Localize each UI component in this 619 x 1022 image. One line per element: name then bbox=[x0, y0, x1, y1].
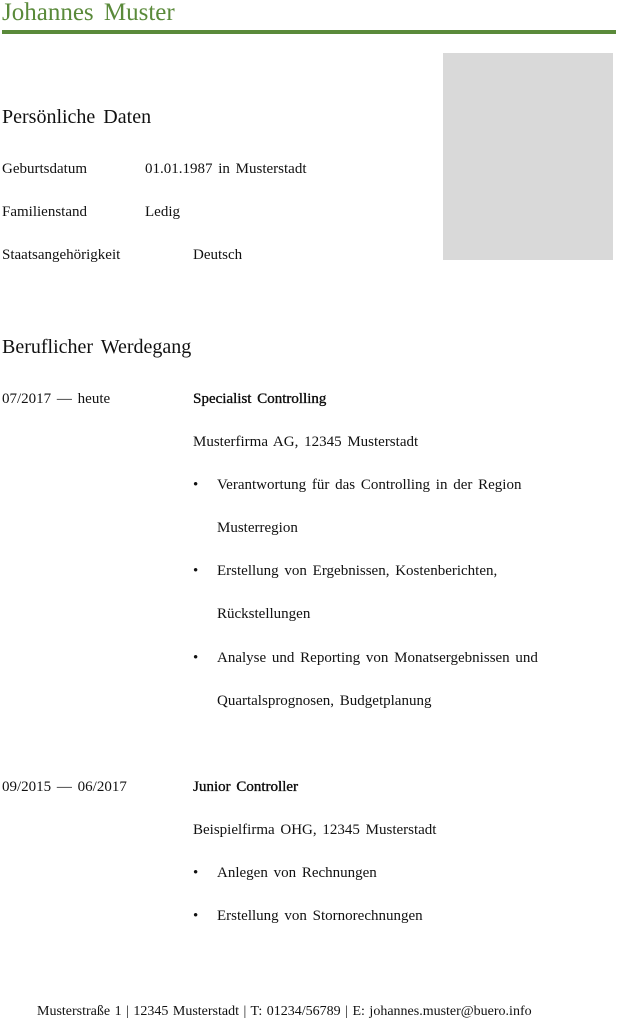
job-task: Verantwortung für das Controlling in der Region bbox=[217, 477, 522, 493]
job-company: Beispielfirma OHG, 12345 Musterstadt bbox=[193, 822, 437, 838]
value-marital-status: Ledig bbox=[145, 204, 180, 220]
job-position: Junior Controller bbox=[193, 779, 298, 795]
bullet-icon: • bbox=[193, 563, 199, 579]
photo-placeholder bbox=[443, 53, 613, 260]
job-task-continued: Rückstellungen bbox=[217, 606, 311, 622]
bullet-icon: • bbox=[193, 477, 199, 493]
value-nationality: Deutsch bbox=[193, 247, 243, 263]
label-birthdate: Geburtsdatum bbox=[2, 161, 87, 177]
job-task: Analyse und Reporting von Monatsergebnissen und bbox=[217, 650, 538, 666]
bullet-icon: • bbox=[193, 865, 199, 881]
contact-footer: Musterstraße 1 | 12345 Musterstadt | T: 01234/56789 | E: johannes.muster@buero.info bbox=[37, 1004, 532, 1019]
job-task: Anlegen von Rechnungen bbox=[217, 865, 377, 881]
label-marital-status: Familienstand bbox=[2, 204, 87, 220]
job-period: 07/2017 — heute bbox=[2, 391, 111, 407]
value-birthdate: 01.01.1987 in Musterstadt bbox=[145, 161, 307, 177]
bullet-icon: • bbox=[193, 650, 199, 666]
personal-data-title: Persönliche Daten bbox=[2, 106, 152, 128]
job-position: Specialist Controlling bbox=[193, 391, 327, 407]
applicant-name: Johannes Muster bbox=[2, 0, 175, 26]
label-nationality: Staatsangehörigkeit bbox=[2, 247, 121, 263]
job-task-continued: Quartalsprognosen, Budgetplanung bbox=[217, 693, 432, 709]
job-task: Erstellung von Stornorechnungen bbox=[217, 908, 423, 924]
bullet-icon: • bbox=[193, 908, 199, 924]
career-title: Beruflicher Werdegang bbox=[2, 336, 192, 358]
header-divider bbox=[2, 30, 616, 34]
job-company: Musterfirma AG, 12345 Musterstadt bbox=[193, 434, 419, 450]
job-task-continued: Musterregion bbox=[217, 520, 298, 536]
job-period: 09/2015 — 06/2017 bbox=[2, 779, 127, 795]
job-task: Erstellung von Ergebnissen, Kostenberichten, bbox=[217, 563, 498, 579]
